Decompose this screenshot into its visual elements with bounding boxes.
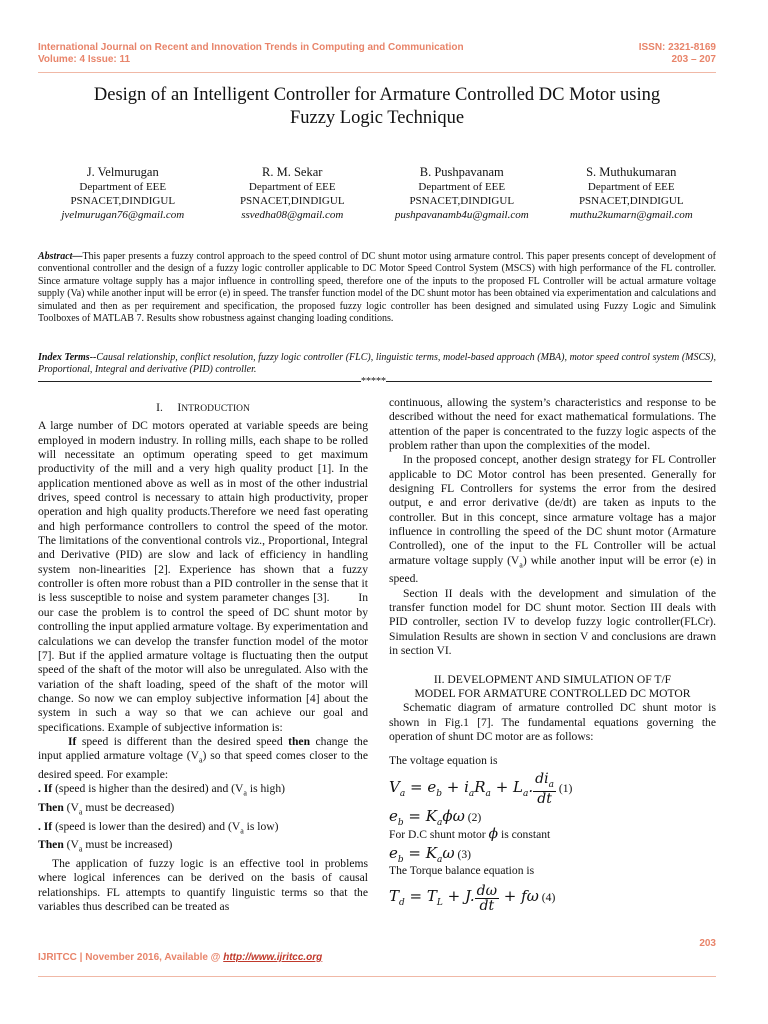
example-2-subscript: a (240, 825, 244, 835)
rule-mid: speed is different than the desired speed (76, 734, 289, 748)
separator-line-right (386, 381, 712, 382)
example-1-text: (speed is higher than the desired) and (V (52, 782, 244, 796)
then-2-text: (V (63, 838, 79, 852)
then-1-tail: must be decreased) (82, 800, 175, 814)
page-number: 203 (699, 938, 716, 949)
separator-line-left (38, 381, 361, 382)
example-2-if: . If (38, 819, 53, 833)
author-dept: Department of EEE (418, 181, 506, 193)
title-line-1: Design of an Intelligent Controller for Armature Controlled DC Motor using (93, 85, 661, 105)
index-terms (38, 352, 716, 377)
index-terms-text: Causal relationship, conflict resolution, fuzzy logic controller (FLC), linguistic terms, model-based approach (MBA), motor speed control system (MSCS), Proportional, Integral and derivative (PID) controller. (38, 352, 716, 376)
right-paragraph-2-text: In the proposed concept, another design strategy for FL Controller applicable to DC Motor control has been presented. Generally for designing FL Controllers for systems the error from the desired output, e and error derivative (de/dt) are taken as inputs to the controller. But in this concept, since armature voltage has a major influence in controlling the speed of the DC shunt motor (Armature Controlled), one of the input to the FL Controller will be actual armature voltage supply (V (389, 453, 716, 567)
equation-4-tail: + fω (499, 887, 539, 906)
example-rule-1 (38, 782, 368, 801)
rule-tail: ) so that speed comes closer to the desired speed. For example: (38, 749, 368, 781)
intro-paragraph-1: A large number of DC motors operated at variable speeds are being employed in modern industry. In rolling mills, each shape to be rolled will necessitate an optimum operating speed to get maximum productivity of the mill and a very high quality product [1]. In the application mentioned above as well as in most of the other industrial drives, speed control is necessary to attain high productivity, proper operation and high quality products.Therefore we need fast operating and high performance controllers to control the speed of the motor. The limitations of the conventional controls viz., Proportional, Integral and Derivative (PID) are slow and lack of efficiency in handling system non-linearities [2]. Experience has shown that a fuzzy controller is often more robust than a PID controller in the sense that it is less susceptible to noise and system parameter changes [3]. In our case the problem is to control the speed of DC shunt motor by controlling the input applied armature voltage. By experimentation and calculations we can develop the transfer function model of the motor [7]. But if the applied armature voltage is fluctuating then the output speed of the shaft of the motor will also be unregulated. Also with the variation of the shaft loading, speed of the shaft of the motor will change. So now we can employ subjective information [4] about the system in such a way so that we can achieve our goal and specifications. Example of subjective information is: (38, 419, 371, 734)
author-email: jvelmurugan76@gmail.com (61, 209, 185, 221)
section-2-line-1: II. DEVELOPMENT AND SIMULATION OF T/F (433, 672, 672, 686)
journal-info (38, 42, 464, 66)
author-dept: Department of EEE (248, 181, 336, 193)
section-2-line-2: MODEL FOR ARMATURE CONTROLLED DC MOTOR (414, 686, 691, 700)
example-1-if: . If (38, 782, 53, 796)
then-1-text: (V (63, 800, 79, 814)
page-range: 203 – 207 (671, 54, 716, 65)
then-1-subscript: a (78, 807, 83, 817)
author-block (38, 164, 716, 222)
footer-text: IJRITCC | November 2016, Available @ (38, 952, 224, 963)
intro-paragraph-2: The application of fuzzy logic is an effective tool in problems where logical inferences can be derived on the basis of causal relationships. FL attempts to quantify linguistic terms so that the variables thus described can be treated as (38, 856, 368, 913)
footer-link[interactable]: http://www.ijritcc.org (223, 952, 323, 963)
author-inst: PSNACET,DINDIGUL (70, 195, 176, 207)
footer-info (38, 952, 716, 963)
section-heading-2 (389, 673, 716, 702)
equation-1 (389, 769, 716, 808)
then-2-keyword: Then (38, 838, 64, 852)
author-1 (38, 164, 208, 222)
equation-2 (389, 805, 716, 827)
footer-rule (38, 976, 716, 977)
author-email: muthu2kumarn@gmail.com (569, 209, 693, 221)
author-name: R. M. Sekar (262, 165, 323, 179)
example-2-text: (speed is lower than the desired) and (V (52, 819, 241, 833)
section-separator (38, 376, 716, 388)
torque-equation-label: The Torque balance equation is (389, 863, 535, 877)
then-2-tail: must be increased) (82, 838, 173, 852)
title-line-2: Fuzzy Logic Technique (289, 108, 465, 128)
issn: ISSN: 2321-8169 (638, 42, 716, 53)
rule-subscript: a (198, 755, 203, 765)
right-paragraph-1: continuous, allowing the system’s characteristics and response to be described without the need for exact mathematical formulations. The attention of the paper is concentrated to the fuzzy logic aspects of the problem rather than upon the complexities of the model. (389, 396, 716, 453)
author-name: B. Pushpavanam (419, 165, 504, 179)
equation-4-number: (4) (541, 891, 556, 905)
header-rule (38, 72, 716, 73)
section-title-rest: NTRODUCTION (181, 404, 250, 414)
journal-name: International Journal on Recent and Innovation Trends in Computing and Communication (38, 42, 464, 53)
example-1-subscript: a (243, 788, 247, 798)
right-paragraph-2 (389, 453, 716, 586)
dc-shunt-note-text: For D.C shunt motor (389, 827, 489, 841)
author-inst: PSNACET,DINDIGUL (409, 195, 515, 207)
equation-1-body: $V_a = e_b + i_aR_a + L_a$. (389, 777, 534, 799)
abstract-text: This paper presents a fuzzy control approach to the speed control of DC shunt motor using armature control. This paper presents concept of development of conventional controller and the design of a fuzzy logic controller applicable to DC Motor Speed Control System (MSCS) with high performance of the FL controller. Since armature voltage supply has a major influence in controlling speed, therefore one of the inputs to the proposed FL Controller will be actual armature voltage supply (Va) while another input will be error (e) in speed. The transfer function model of the DC shunt motor has been obtained via experimentation and calculations and simulated and then as per requirement and specification, the proposed fuzzy logic controller has been designed and simulated using Fuzzy Logic and Simulink Toolboxes of MATLAB 7. Results show robustness against changing loading conditions. (38, 251, 716, 325)
issn-info (639, 42, 716, 66)
then-2-subscript: a (78, 844, 83, 854)
equation-4-body: $T_d = T_L + J$. (389, 887, 475, 909)
voltage-equation-label: The voltage equation is (389, 754, 498, 768)
abstract (38, 251, 716, 325)
left-column (38, 401, 371, 914)
dc-shunt-note-tail: is constant (498, 827, 551, 841)
right-paragraph-2-subscript: a (519, 560, 523, 570)
example-2-tail: is low) (243, 819, 279, 833)
section-number: I. (156, 401, 163, 414)
author-dept: Department of EEE (79, 181, 167, 193)
then-rule-1 (38, 801, 368, 820)
journal-volume: Volume: 4 Issue: 11 (38, 54, 131, 65)
equation-4 (389, 878, 716, 914)
right-column (389, 396, 716, 914)
author-name: J. Velmurugan (86, 165, 159, 179)
then-rule-2 (38, 838, 368, 857)
subjective-rule (38, 735, 368, 782)
rule-then: then (288, 734, 311, 748)
equation-4-fraction: $\frac{d\omega}{dt}$ (476, 883, 497, 915)
author-inst: PSNACET,DINDIGUL (578, 195, 684, 207)
right-paragraph-2-end: ) while another input will be error (e) in speed. (389, 553, 716, 586)
author-4 (547, 164, 717, 222)
phi-symbol: ϕ (488, 825, 499, 842)
author-email: ssvedha08@gmail.com (241, 209, 344, 221)
example-rule-2 (38, 820, 368, 839)
author-dept: Department of EEE (587, 181, 675, 193)
equation-1-number: (1) (558, 781, 573, 795)
example-1-tail: is high) (246, 782, 285, 796)
section-heading-introduction (38, 401, 368, 416)
equation-3-number: (3) (457, 847, 472, 861)
right-paragraph-4: Schematic diagram of armature controlled DC shunt motor is shown in Fig.1 [7]. The fundamental equations governing the operation of shunt DC motor are as follows: (389, 701, 716, 743)
dc-shunt-note (389, 827, 716, 842)
right-paragraph-3: Section II deals with the development and simulation of the transfer function model for DC shunt motor. Section III deals with PID controller, section IV to develop fuzzy logic controller(FLCr). Simulation Results are shown in section V and conclusions are drawn in section VI. (389, 586, 716, 658)
equation-2-body: $e_b = K_a\phi\omega$ (389, 806, 465, 828)
rule-if: If (68, 734, 77, 748)
index-terms-label: Index Terms-- (38, 352, 97, 363)
paper-title (38, 84, 716, 130)
equation-3 (389, 842, 716, 864)
separator-stars: ***** (361, 376, 386, 387)
equation-1-fraction: $\frac{di_a}{dt}$ (535, 770, 554, 808)
then-1-keyword: Then (38, 800, 64, 814)
author-name: S. Muthukumaran (586, 165, 677, 179)
section-title-initial: I (177, 401, 182, 414)
rule-end: change the input applied armature voltage (V (38, 734, 368, 763)
author-2 (208, 164, 378, 222)
equation-2-number: (2) (467, 810, 482, 824)
abstract-label: Abstract— (38, 251, 83, 262)
equation-3-body: $e_b = K_a\omega$ (389, 843, 455, 865)
author-3 (377, 164, 547, 222)
author-email: pushpavanamb4u@gmail.com (394, 209, 529, 221)
author-inst: PSNACET,DINDIGUL (239, 195, 345, 207)
